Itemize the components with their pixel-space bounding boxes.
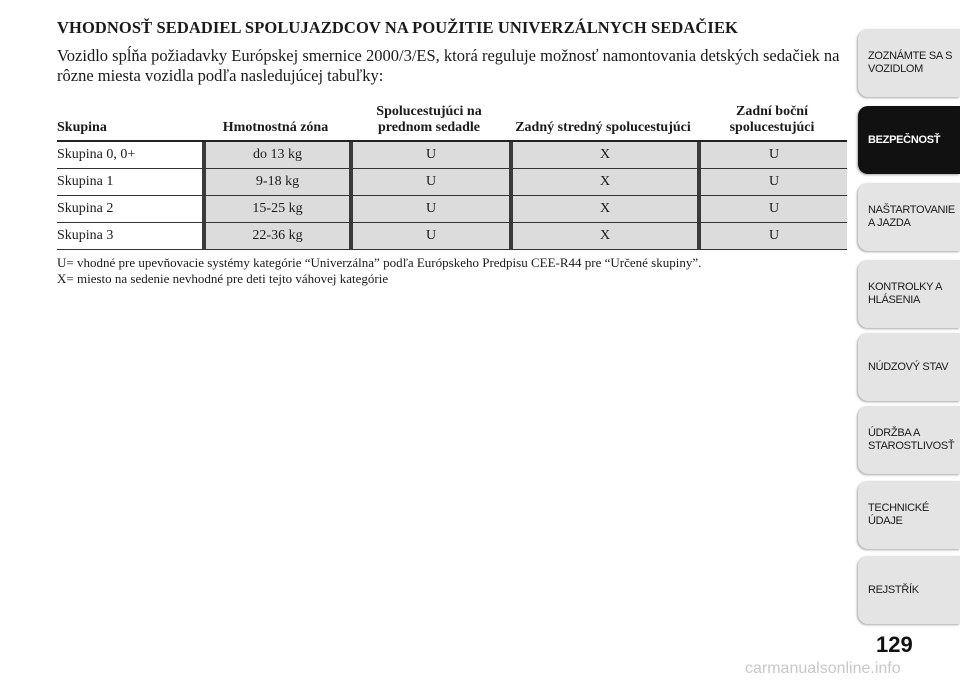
tab-label: ÚDRŽBA A STAROSTLIVOSŤ: [868, 427, 955, 452]
row-weight: 15-25 kg: [202, 196, 349, 223]
row-front: U: [349, 169, 509, 196]
page-content: [57, 18, 847, 287]
section-heading: VHODNOSŤ SEDADIEL SPOLUJAZDCOV NA POUŽITIE UNIVERZÁLNYCH SEDAČIEK: [57, 18, 738, 37]
tab-label: REJSTŘÍK: [868, 583, 919, 596]
row-group: Skupina 2: [57, 196, 202, 223]
row-front: U: [349, 142, 509, 169]
tab-nastartovanie-a-jazda[interactable]: [858, 183, 960, 251]
header-front-passenger: Spolucestujúci na prednom sedadle: [349, 104, 509, 142]
tab-udrzba-a-starostlivost[interactable]: [858, 406, 960, 474]
header-weight-zone: Hmotnostná zóna: [202, 104, 349, 142]
row-weight: 9-18 kg: [202, 169, 349, 196]
header-rear-side: Zadní boční spolucestujúci: [697, 104, 847, 142]
page-number: 129: [876, 632, 913, 657]
tab-kontrolky-a-hlasenia[interactable]: [858, 260, 960, 328]
note-x: X= miesto na sedenie nevhodné pre deti tejto váhovej kategórie: [57, 271, 389, 286]
row-rear-side: U: [697, 169, 847, 196]
tab-rejstrik[interactable]: [858, 556, 960, 624]
tab-label: ZOZNÁMTE SA S VOZIDLOM: [868, 50, 953, 75]
tab-bezpecnost[interactable]: [858, 106, 960, 174]
row-front: U: [349, 223, 509, 250]
row-rear-side: U: [697, 196, 847, 223]
table-row: [57, 196, 847, 223]
note-u: U= vhodné pre upevňovacie systémy kategórie “Univerzálna” podľa Európskeho Predpisu CEE-R44 pre “Určené skupiny”.: [57, 255, 702, 270]
tab-technicke-udaje[interactable]: [858, 481, 960, 549]
row-group: Skupina 1: [57, 169, 202, 196]
row-group: Skupina 0, 0+: [57, 142, 202, 169]
row-rear-center: X: [509, 169, 697, 196]
chapter-sidebar: [858, 0, 960, 686]
row-rear-center: X: [509, 142, 697, 169]
tab-label: TECHNICKÉ ÚDAJE: [868, 502, 929, 527]
row-rear-center: X: [509, 196, 697, 223]
tab-zoznamte-sa-s-vozidlom[interactable]: [858, 29, 960, 97]
watermark: carmanualsonline.info: [745, 660, 901, 677]
tab-label: KONTROLKY A HLÁSENIA: [868, 281, 942, 306]
row-rear-center: X: [509, 223, 697, 250]
intro-paragraph: Vozidlo spĺňa požiadavky Európskej smernice 2000/3/ES, ktorá reguluje možnosť namontovania detských sedačiek na rôzne miesta vozidla podľa nasledujúcej tabuľky:: [57, 46, 840, 85]
child-seat-suitability-table: [57, 104, 847, 250]
row-front: U: [349, 196, 509, 223]
header-rear-center: Zadný stredný spolucestujúci: [509, 104, 697, 142]
row-weight: do 13 kg: [202, 142, 349, 169]
tab-label: NÚDZOVÝ STAV: [868, 360, 949, 373]
table-notes: [57, 255, 847, 287]
table-row: [57, 169, 847, 196]
row-weight: 22-36 kg: [202, 223, 349, 250]
header-group: Skupina: [57, 104, 202, 142]
row-group: Skupina 3: [57, 223, 202, 250]
row-rear-side: U: [697, 223, 847, 250]
table-row: [57, 223, 847, 250]
table-row: [57, 142, 847, 169]
tab-label: NAŠTARTOVANIE A JAZDA: [868, 204, 955, 229]
tab-label: BEZPEČNOSŤ: [868, 133, 941, 146]
row-rear-side: U: [697, 142, 847, 169]
tab-nudzovy-stav[interactable]: [858, 333, 960, 401]
table-header-row: [57, 104, 847, 142]
